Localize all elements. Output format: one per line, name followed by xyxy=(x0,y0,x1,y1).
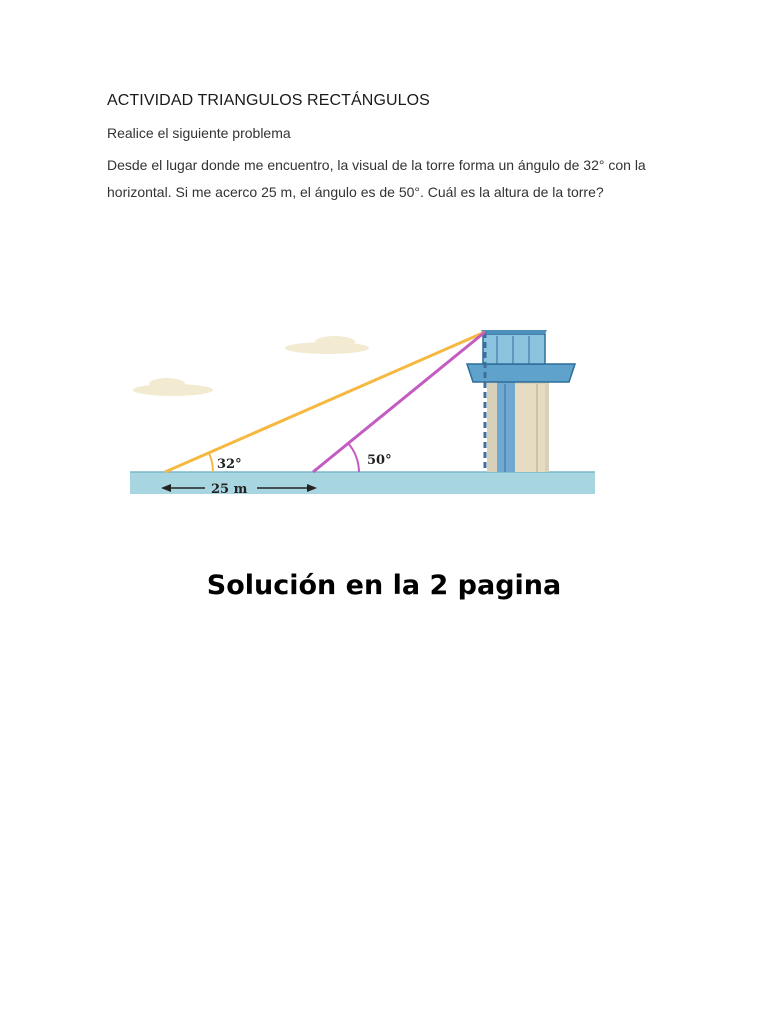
tower-angle-figure xyxy=(105,322,605,502)
problem-statement: Desde el lugar donde me encuentro, la visual de la torre forma un ángulo de 32° con la horizontal. Si me acerco 25 m, el ángulo es de 50°. Cuál es la altura de la torre? xyxy=(107,157,646,200)
angle-label-near: 50° xyxy=(367,453,392,468)
angle-label-far: 32° xyxy=(217,457,242,472)
solution-note: Solución en la 2 pagina xyxy=(206,570,562,601)
cloud-left xyxy=(133,378,213,396)
cloud-right xyxy=(285,336,369,354)
angle-arc-far xyxy=(209,453,213,472)
figure-svg xyxy=(105,322,605,502)
instruction-text: Realice el siguiente problema xyxy=(107,125,291,141)
angle-arc-near xyxy=(348,443,359,472)
tower xyxy=(467,330,575,472)
ground xyxy=(130,472,595,494)
distance-label: 25 m xyxy=(211,482,248,497)
page-title: ACTIVIDAD TRIANGULOS RECTÁNGULOS xyxy=(107,92,430,109)
